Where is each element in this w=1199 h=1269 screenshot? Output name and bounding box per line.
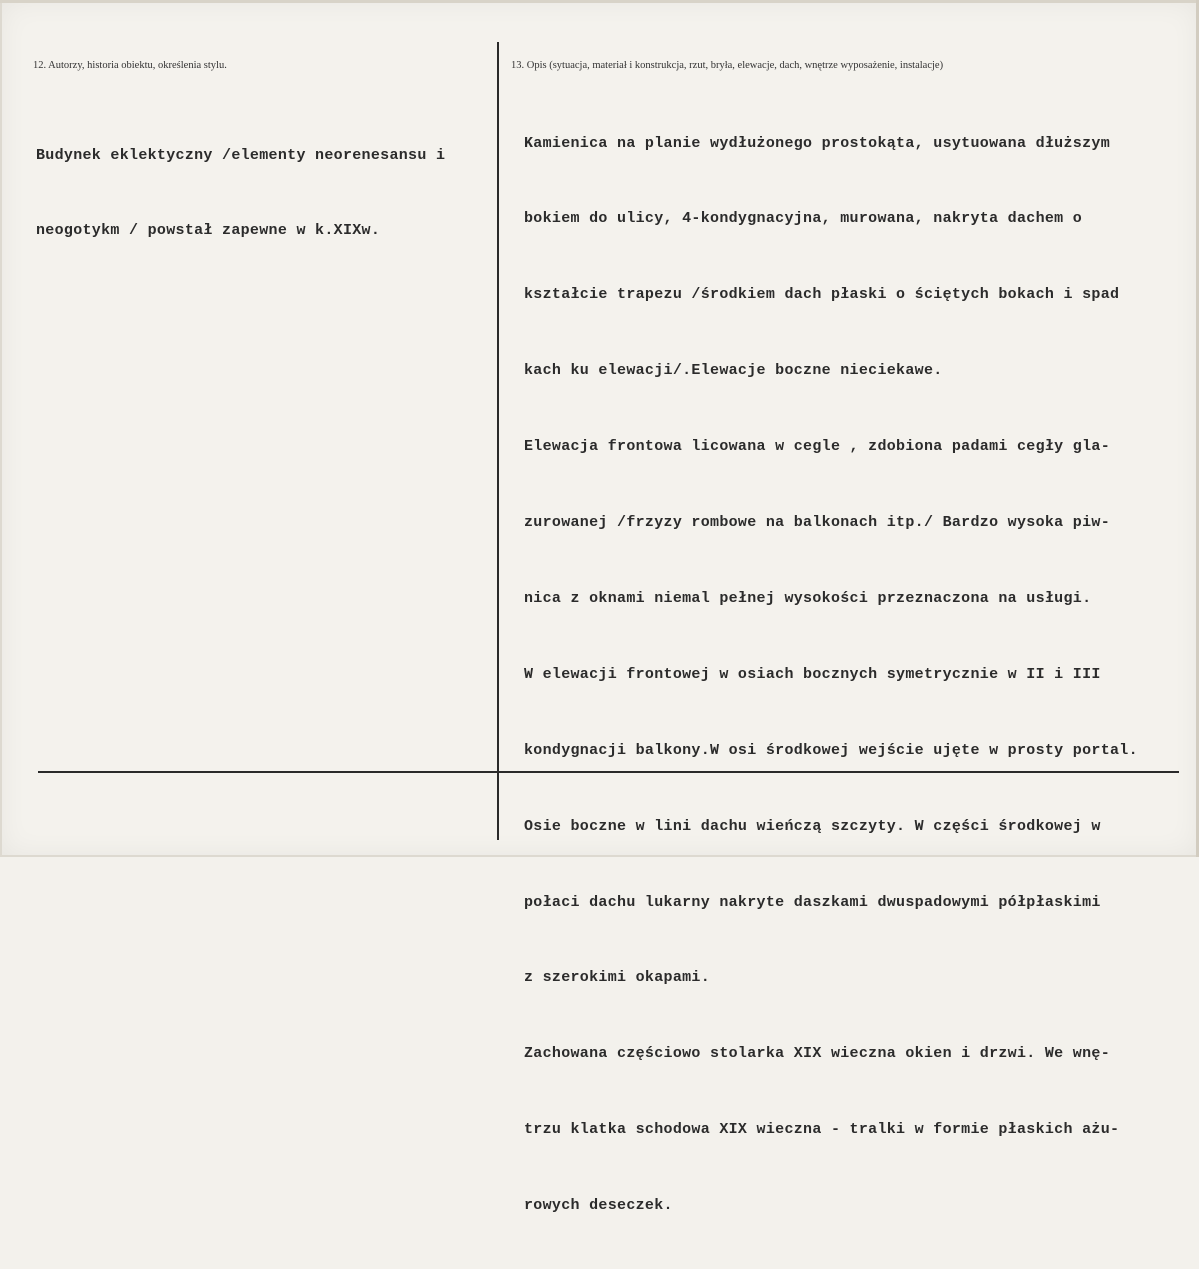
text-line: Kamienica na planie wydłużonego prostokąta, usytuowana dłuższym bbox=[524, 134, 1110, 152]
text-line: Osie boczne w lini dachu wieńczą szczyty. W części środkowej w bbox=[524, 817, 1101, 835]
section-12-text bbox=[36, 92, 445, 294]
column-divider bbox=[497, 42, 499, 840]
text-line: Zachowana częściowo stolarka XIX wieczna okien i drzwi. We wnę- bbox=[524, 1045, 1110, 1063]
section-13-text bbox=[524, 80, 1138, 1269]
text-line: Elewacja frontowa licowana w cegle , zdobiona padami cegły gla- bbox=[524, 438, 1110, 456]
section-13-heading: 13. Opis (sytuacja, materiał i konstrukcja, rzut, bryła, elewacje, dach, wnętrze wyposażenie, instalacje) bbox=[511, 60, 944, 71]
text-line: neogotykm / powstał zapewne w k.XIXw. bbox=[36, 222, 381, 240]
text-line: trzu klatka schodowa XIX wieczna - tralki w formie płaskich ażu- bbox=[524, 1121, 1120, 1139]
text-line: nica z oknami niemal pełnej wysokości przeznaczona na usługi. bbox=[524, 589, 1092, 607]
section-12-heading: 12. Autorzy, historia obiektu, określenia stylu. bbox=[33, 60, 227, 71]
text-line: połaci dachu lukarny nakryte daszkami dwuspadowymi półpłaskimi bbox=[524, 893, 1101, 911]
text-line: zurowanej /frzyzy rombowe na balkonach itp./ Bardzo wysoka piw- bbox=[524, 514, 1110, 532]
text-line: z szerokimi okapami. bbox=[524, 969, 711, 987]
text-line: bokiem do ulicy, 4-kondygnacyjna, murowana, nakryta dachem o bbox=[524, 210, 1083, 228]
text-line: kształcie trapezu /środkiem dach płaski o ściętych bokach i spad bbox=[524, 286, 1120, 304]
text-line: rowych deseczek. bbox=[524, 1197, 673, 1215]
text-line: kondygnacji balkony.W osi środkowej wejście ujęte w prosty portal. bbox=[524, 741, 1138, 759]
bottom-rule bbox=[38, 771, 1179, 773]
text-line: kach ku elewacji/.Elewacje boczne nieciekawe. bbox=[524, 362, 943, 380]
text-line: W elewacji frontowej w osiach bocznych symetrycznie w II i III bbox=[524, 665, 1101, 683]
text-line: Budynek eklektyczny /elementy neorenesansu i bbox=[36, 146, 446, 164]
paper-edge-top bbox=[0, 0, 1199, 3]
